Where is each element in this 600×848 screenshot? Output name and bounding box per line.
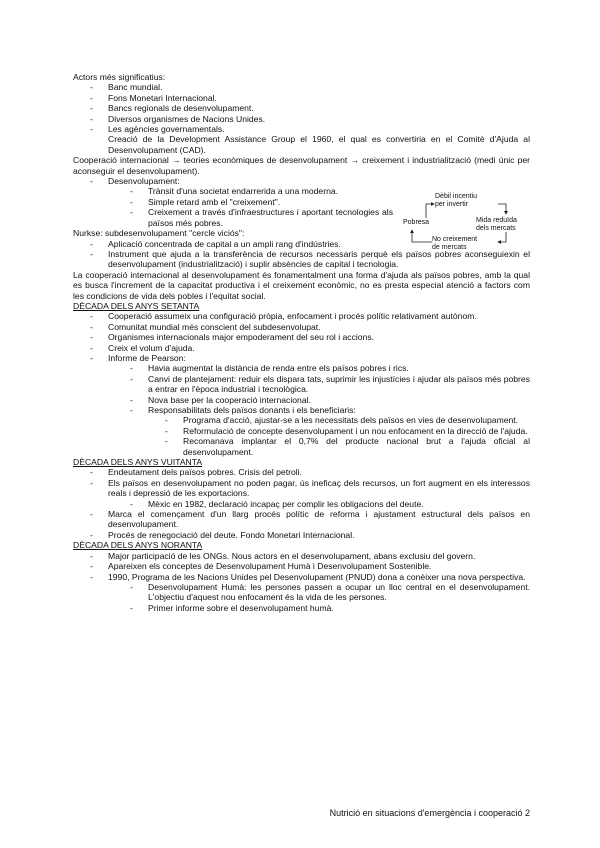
list-item: - Trànsit d'una societat endarrerida a una moderna. xyxy=(130,186,339,197)
arrow-bottom-right xyxy=(498,232,506,242)
list-item: - Nova base per la cooperació internacional. xyxy=(130,394,311,405)
list-item: - Bancs regionals de desenvolupament. xyxy=(90,103,254,114)
arrow-bottom-left xyxy=(412,230,432,242)
list-item: - Major participació de les ONGs. Nous actors en el desenvolupament, abans exclusiu del govern. xyxy=(90,550,476,561)
desenv-label: - Desenvolupament: xyxy=(90,176,180,187)
diagram-bottom-label: No creixement de mercats xyxy=(432,236,478,251)
list-item: - Reformulació de concepte desenvolupament i un nou enfocament en la direcció de l'ajuda. xyxy=(165,425,528,436)
list-item: - Programa d'acció, ajustar-se a les necessitats dels països en vies de desenvolupament. xyxy=(165,415,519,426)
list-item: - Responsabilitats dels països donants i els beneficiaris: xyxy=(130,405,356,415)
list-item: - Diversos organismes de Nacions Unides. xyxy=(90,113,266,124)
heading-noranta: DÈCADA DELS ANYS NORANTA xyxy=(73,540,203,551)
diagram-top-label: Dèbil incentiu per invertir xyxy=(435,193,478,208)
list-item: - Primer informe sobre el desenvolupament humà. xyxy=(130,602,334,613)
list-item: - Mèxic en 1982, declaració incapaç per complir les obligacions del deute. xyxy=(130,498,424,509)
diagram-right-label: Mida reduïda dels mercats xyxy=(476,217,517,232)
arrow-right xyxy=(498,204,506,214)
list-item: - Informe de Pearson: xyxy=(90,352,186,363)
document-body xyxy=(73,72,530,613)
list-item: - Creix el volum d'ajuda. xyxy=(90,342,195,353)
coop-paragraph: La cooperació internacional al desenvolupament és fonamentalment una forma d'ajuda als països pobres, amb la qual es busca l'increment de la capacitat productiva i el creixement econòmic, no es presta especial atenció a factors com les condicions de vida dels pobles i l'equitat social. xyxy=(73,269,530,301)
list-item: - Cooperació assumeix una configuració pròpia, enfocament i procés polític relativament autònom. xyxy=(90,311,477,322)
list-item: - Banc mundial. xyxy=(90,82,163,93)
list-item: - Canvi de plantejament: reduir els dispara tats, suprimir les injustícies i ajudar als països més pobres a entrar en l'època industrial i tecnològica. xyxy=(130,373,530,395)
vicious-circle-diagram xyxy=(398,192,533,256)
list-item: - Simple retard amb el "creixement". xyxy=(130,196,281,207)
list-item: - Aplicació concentrada de capital a un ampli rang d'indústries. xyxy=(90,238,341,249)
list-item: - Procés de renegociació del deute. Fondo Monetari Internacional. xyxy=(90,529,355,540)
list-item: - Desenvolupament Humà: les persones passen a ocupar un lloc central en el desenvolupament. L'objectiu d'aquest nou enfocament és la vida de les persones. xyxy=(130,581,530,603)
page-footer: Nutrició en situacions d'emergència i cooperació 2 xyxy=(329,808,530,818)
nurkse-line: Nurkse: subdesenvolupament "cercle viciós": xyxy=(73,228,245,239)
list-item: - 1990, Programa de les Nacions Unides pel Desenvolupament (PNUD) dona a conèixer una nova perspectiva. xyxy=(90,571,526,582)
actors-list xyxy=(73,82,530,134)
list-item: - Creixement a través d'infraestructures i aportant tecnologies als països més pobres. xyxy=(130,207,393,228)
list-item: - Marca el començament d'un llarg procés polític de reforma i ajustament estructural dels països en desenvolupament. xyxy=(90,509,530,530)
arrow-top xyxy=(426,204,434,218)
actors-title: Actors més significatius: xyxy=(73,72,166,82)
list-item: - Comunitat mundial més conscient del subdesenvolupat. xyxy=(90,321,321,332)
list-item: - Organismes internacionals major empoderament del seu rol i accions. xyxy=(90,332,375,343)
list-item: - Les agències governamentals. xyxy=(90,124,225,135)
heading-vuitanta: DÈCADA DELS ANYS VUITANTA xyxy=(73,457,203,468)
desenv-list xyxy=(73,186,393,228)
coop-chain-paragraph: Cooperació internacional → teories econòmiques de desenvolupament → creixement i industrialització (medi únic per aconseguir el desenvolupament). xyxy=(73,155,530,176)
list-item: - Instrument que ajuda a la transferència de recursos necessaris perquè els països pobres aconseguiexin el desenvolupament (industrialització) i suplir absències de capital i tecnologia. xyxy=(90,248,530,270)
heading-setanta: DÈCADA DELS ANYS SETANTA xyxy=(73,300,200,311)
list-item: - Havia augmentat la distància de renda entre els països pobres i rics. xyxy=(130,363,409,374)
creacio-paragraph: Creació de la Development Assistance Group el 1960, el qual es convertiria en el Comitè d'Ajuda al Desenvolupament (CAD). xyxy=(108,134,530,155)
list-item: - Els països en desenvolupament no poden pagar, ús ineficaç dels recursos, un fort augment en els interessos reals i depressió de les exportacions. xyxy=(90,477,530,499)
list-item: - Endeutament dels països pobres. Crisis del petroli. xyxy=(90,467,302,478)
list-item: - Fons Monetari Internacional. xyxy=(90,92,217,103)
diagram-left-label: Pobresa xyxy=(403,219,430,226)
list-item: - Recomanava implantar el 0,7% del producte nacional brut a l'ajuda oficial al desenvolupament. xyxy=(165,436,530,457)
list-item: - Apareixen els conceptes de Desenvolupament Humà i Desenvolupament Sostenible. xyxy=(90,561,432,572)
